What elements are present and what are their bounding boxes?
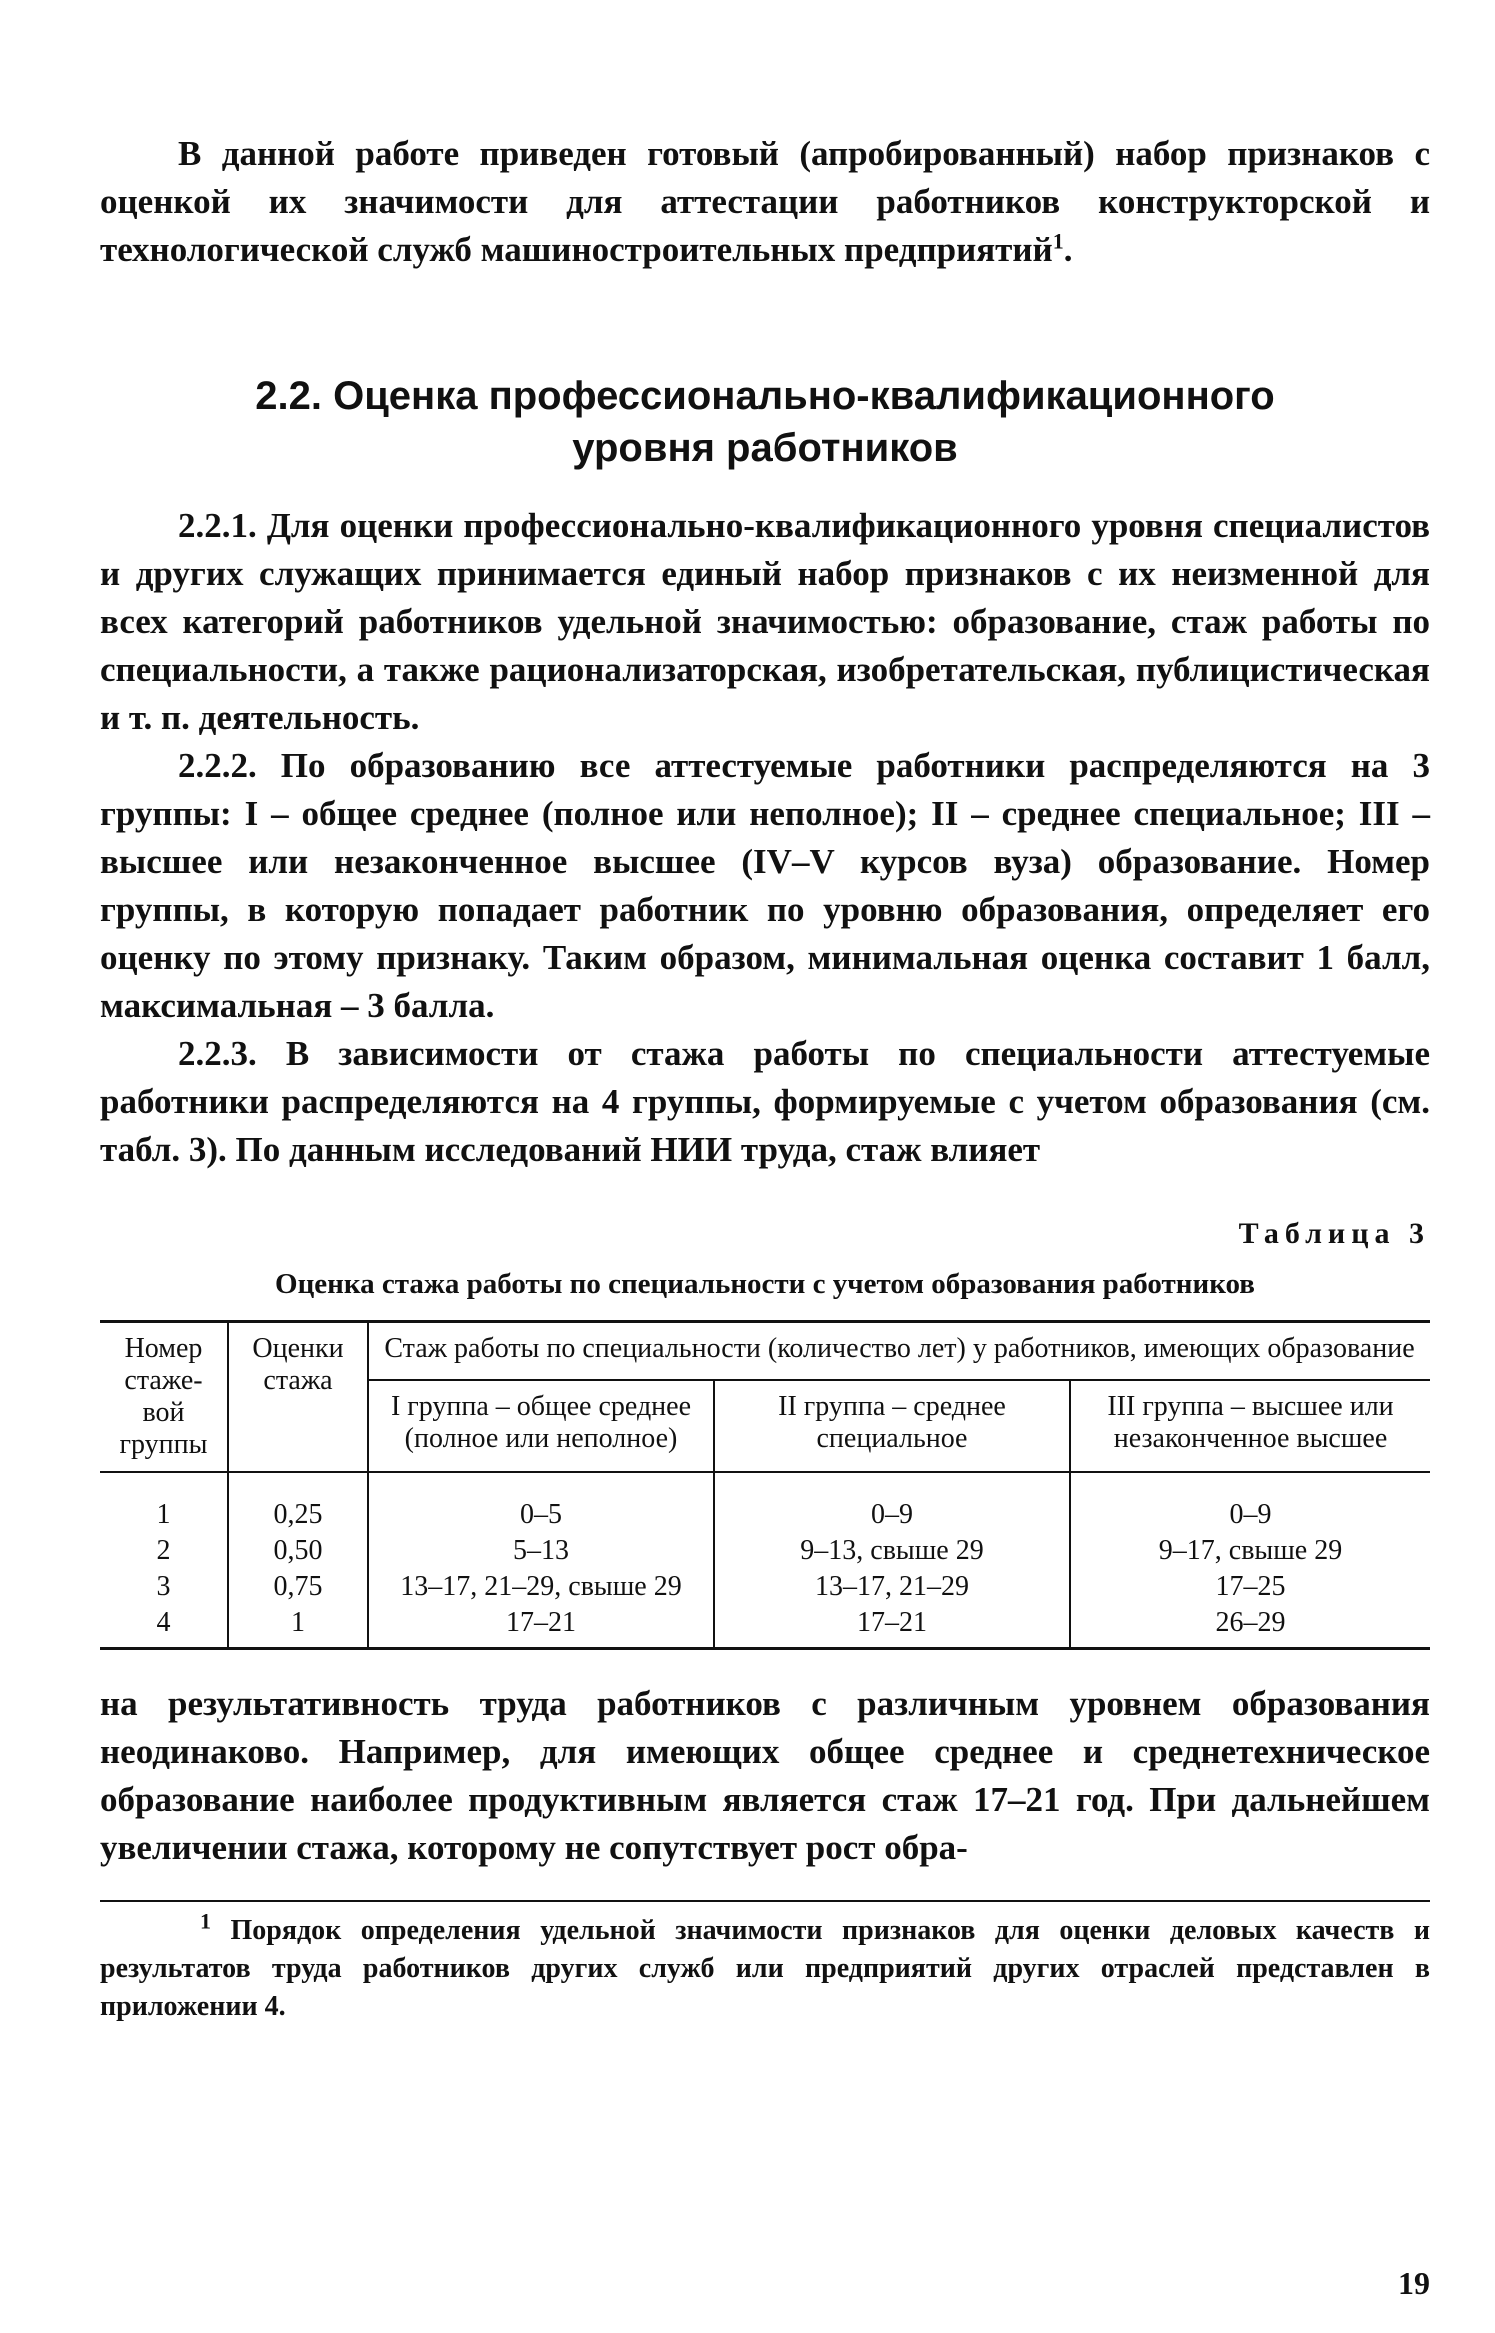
section-heading-line1: 2.2. Оценка профессионально-квалификационного [255, 374, 1275, 418]
cell-number: 4 [100, 1605, 228, 1649]
cell-score: 0,75 [228, 1569, 368, 1605]
page-number: 19 [1398, 2265, 1430, 2301]
header-edu-group-3: III группа – высшее или незаконченное высшее [1070, 1380, 1430, 1472]
cell-group-1: 0–5 [368, 1472, 714, 1533]
intro-text: В данной работе приведен готовый (апробированный) набор признаков с оценкой их значимости для аттестации работников конструкторской и технологической служб машиностроительных предприятий [100, 134, 1430, 269]
cell-score: 0,50 [228, 1533, 368, 1569]
cell-group-2: 13–17, 21–29 [714, 1569, 1070, 1605]
footnote-text: Порядок определения удельной значимости признаков для оценки деловых качеств и результатов труда работников других служб или предприятий других отраслей представлен в приложении 4. [100, 1915, 1431, 2022]
footnote-mark: 1 [200, 1908, 211, 1934]
table-label: Таблица 3 [1238, 1217, 1430, 1250]
document-page [100, 130, 1430, 2026]
table-row [100, 1569, 1430, 1605]
footnote-reference[interactable]: 1 [1052, 228, 1064, 254]
section-heading [100, 370, 1430, 474]
footnote [100, 1908, 1431, 2026]
footnote-divider [100, 1900, 1430, 1902]
cell-score: 0,25 [228, 1472, 368, 1533]
cell-group-2: 0–9 [714, 1472, 1070, 1533]
intro-end: . [1063, 230, 1073, 269]
header-edu-group-1: I группа – общее среднее (полное или неполное) [368, 1380, 714, 1472]
section-heading-line2: уровня работников [572, 426, 958, 470]
cell-group-1: 5–13 [368, 1533, 714, 1569]
cell-group-2: 9–13, свыше 29 [714, 1533, 1070, 1569]
cell-group-3: 9–17, свыше 29 [1158, 1535, 1343, 1566]
paragraph-continuation: на результативность труда работников с различным уровнем образования неодинаково. Например, для имеющих общее среднее и среднетехническое образование наиболее продуктивным является стаж 17–21 год. При дальнейшем увеличении стажа, которому не сопутствует рост обра- [100, 1684, 1430, 1867]
cell-score: 1 [228, 1605, 368, 1649]
cell-number: 2 [100, 1533, 228, 1569]
header-edu-group-2: II группа – среднее специальное [714, 1380, 1070, 1472]
table-row [100, 1605, 1430, 1649]
paragraph-2-2-1: 2.2.1. Для оценки профессионально-квалификационного уровня специалистов и других служащих принимается единый набор признаков с их неизменной для всех категорий работников удельной значимостью: образование, стаж работы по специальности, а также рационализаторская, изобретательская, публицистическая и т. п. деятельность. [100, 506, 1430, 737]
cell-group-1: 17–21 [368, 1605, 714, 1649]
cell-group-3: 0–9 [1229, 1499, 1272, 1530]
cell-group-3: 17–25 [1215, 1571, 1286, 1602]
cell-number: 1 [100, 1472, 228, 1533]
cell-group-1: 13–17, 21–29, свыше 29 [368, 1569, 714, 1605]
intro-paragraph [100, 130, 1430, 274]
cell-group-2: 17–21 [714, 1605, 1070, 1649]
header-experience-group: Стаж работы по специальности (количество лет) у работников, имеющих образование [368, 1322, 1430, 1380]
cell-number: 3 [100, 1569, 228, 1605]
header-group-number: Номер стаже-вой группы [100, 1322, 228, 1473]
experience-table [100, 1320, 1430, 1650]
table-caption: Оценка стажа работы по специальности с учетом образования работников [275, 1268, 1255, 1300]
cell-group-3: 26–29 [1070, 1605, 1430, 1649]
table-row [100, 1533, 1430, 1569]
paragraph-2-2-3: 2.2.3. В зависимости от стажа работы по специальности аттестуемые работники распределяются на 4 группы, формируемые с учетом образования (см. табл. 3). По данным исследований НИИ труда, стаж влияет [100, 1034, 1430, 1169]
paragraph-2-2-2: 2.2.2. По образованию все аттестуемые работники распределяются на 3 группы: I – общее среднее (полное или неполное); II – среднее специальное; III – высшее или незаконченное высшее (IV–V курсов вуза) образование. Номер группы, в которую попадает работник по уровню образования, определяет его оценку по этому признаку. Таким образом, минимальная оценка составит 1 балл, максимальная – 3 балла. [100, 746, 1430, 1025]
header-score: Оценки стажа [228, 1322, 368, 1473]
table-row [100, 1472, 1430, 1533]
